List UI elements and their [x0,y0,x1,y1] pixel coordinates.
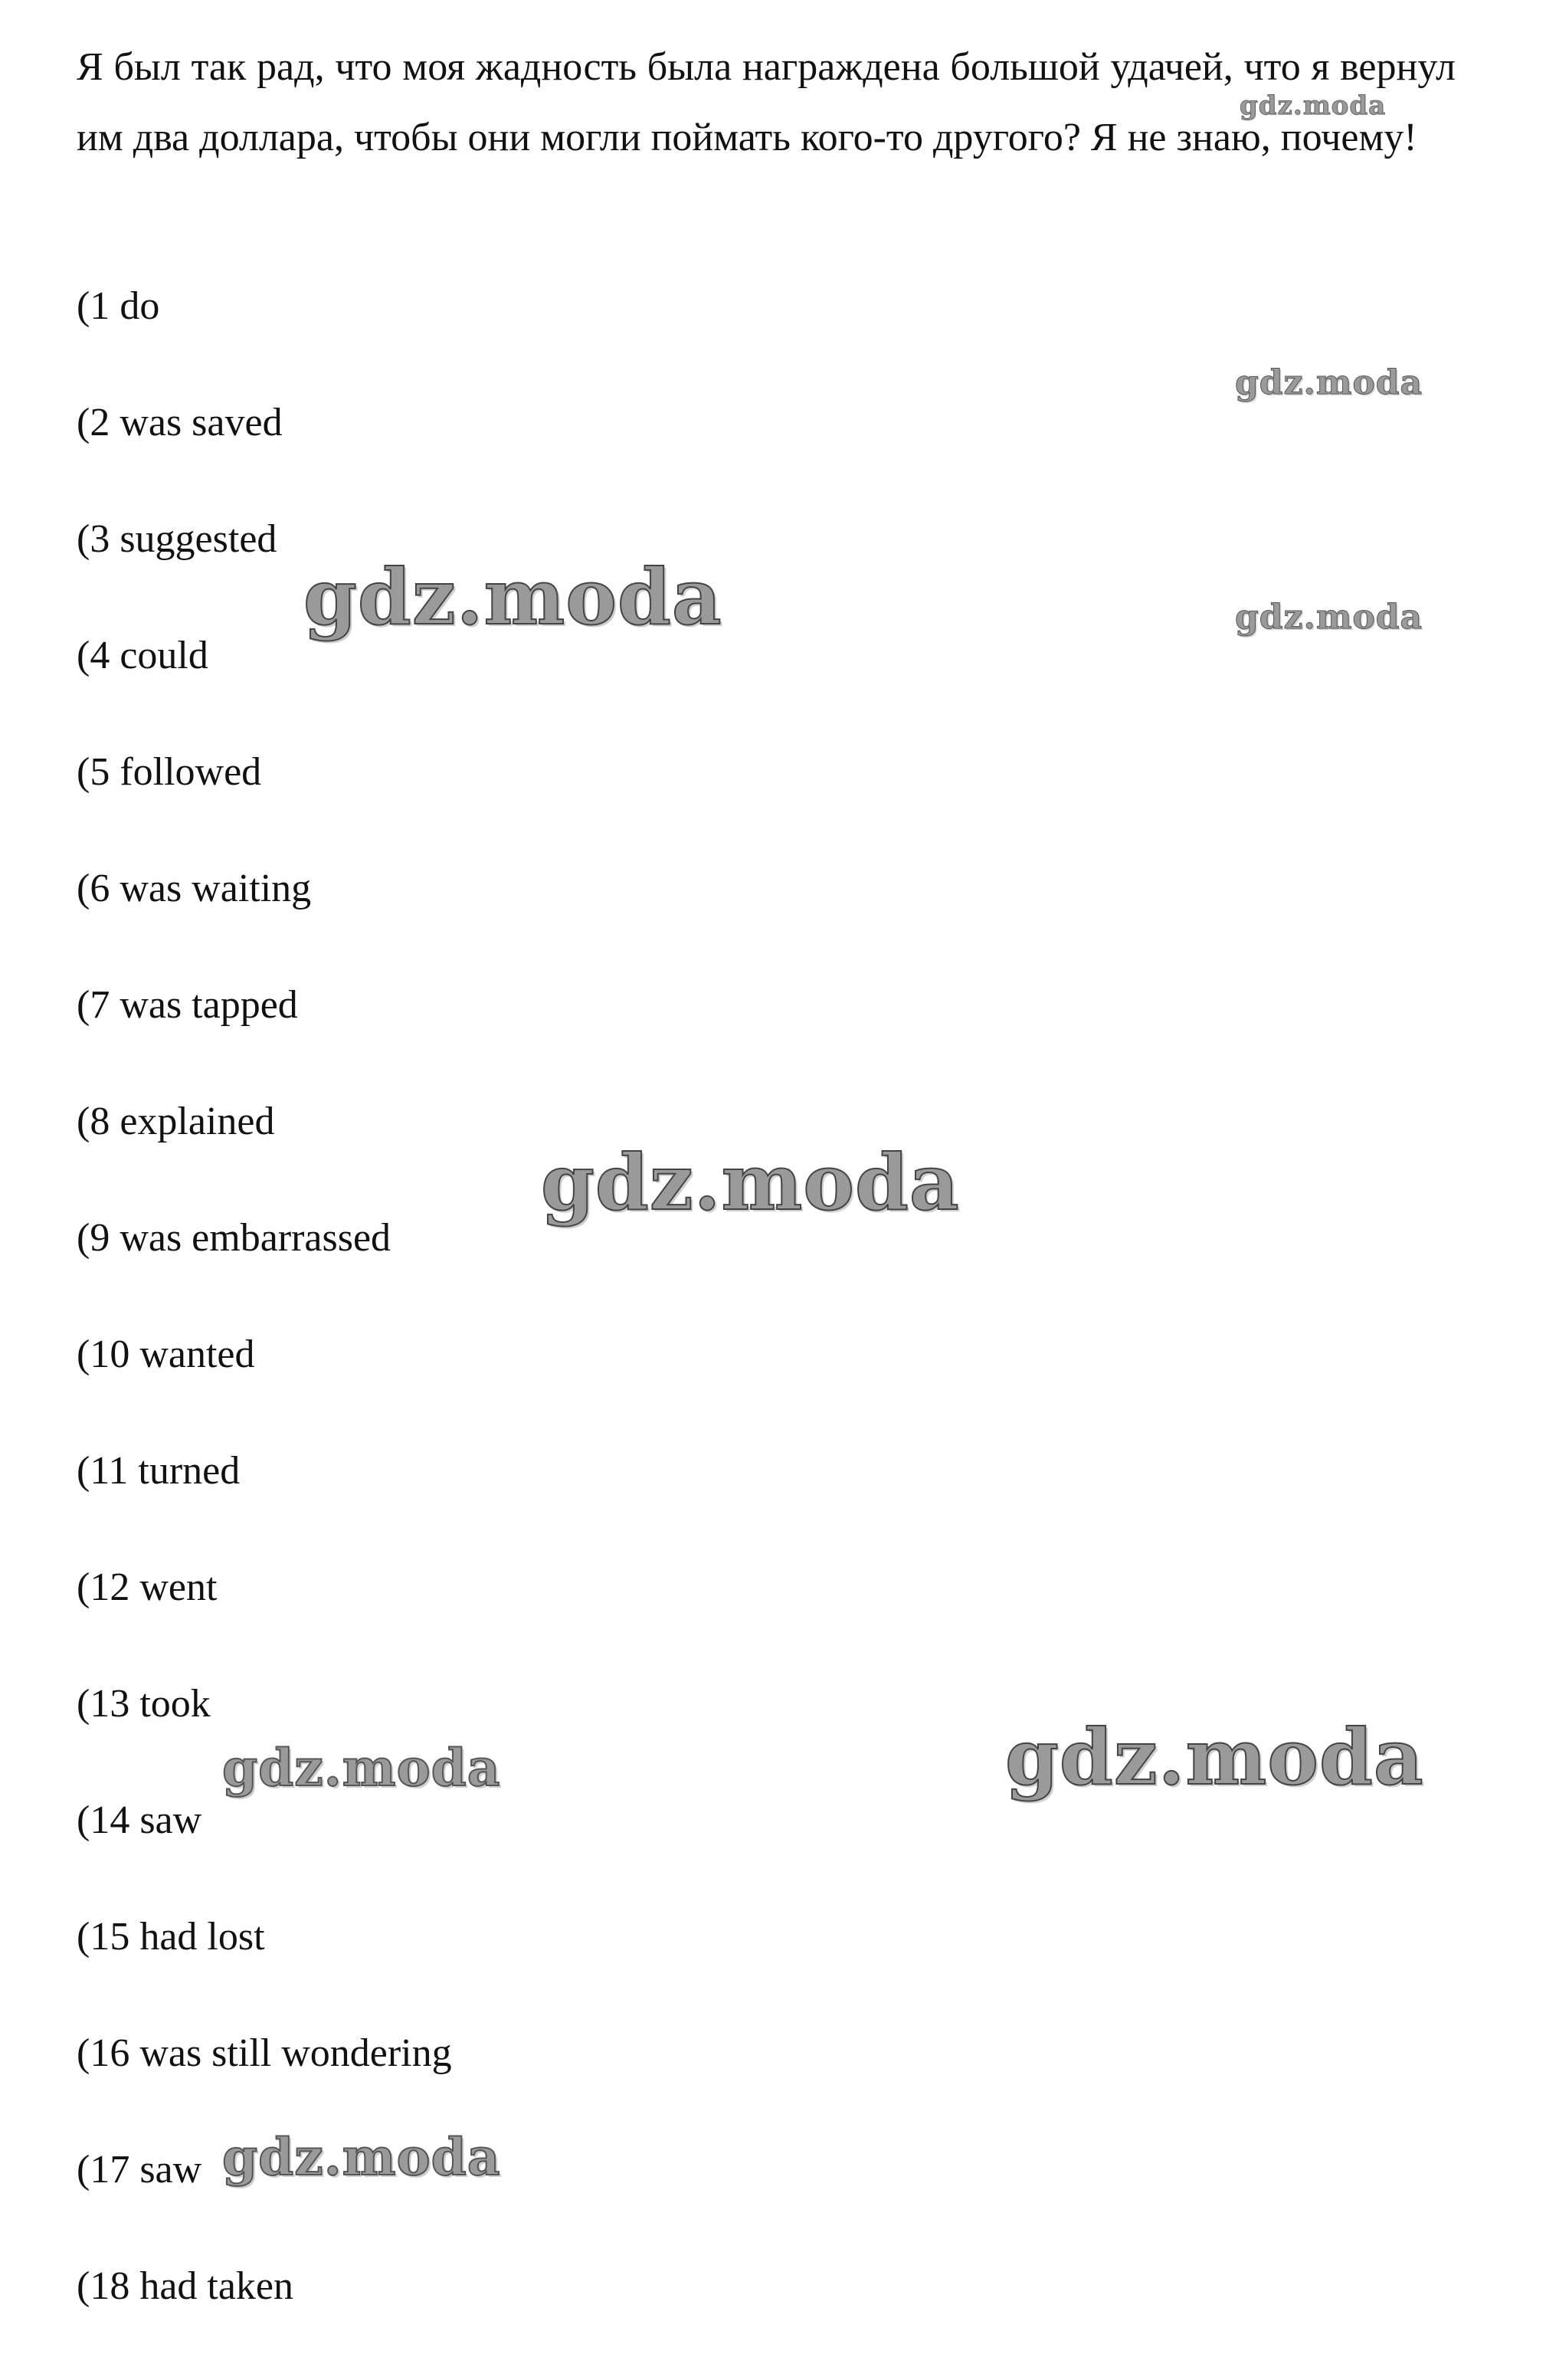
watermark: gdz.moda [222,2127,501,2187]
answer-item-6: (6 was waiting [77,867,312,910]
answer-item-5: (5 followed [77,750,262,794]
answer-item-18: (18 had taken [77,2264,294,2308]
watermark: gdz.moda [1005,1712,1424,1802]
answer-item-7: (7 was tapped [77,983,298,1027]
watermark: gdz.moda [1235,598,1423,637]
answer-item-8: (8 explained [77,1100,275,1143]
answer-item-16: (16 was still wondering [77,2031,452,2075]
answer-item-10: (10 wanted [77,1333,255,1376]
watermark: gdz.moda [303,552,722,642]
answer-item-15: (15 had lost [77,1915,265,1959]
answer-item-1: (1 do [77,284,160,328]
answer-item-12: (12 went [77,1565,218,1609]
answers-list [77,284,452,2380]
watermark: gdz.moda [1235,363,1423,402]
watermark: gdz.moda [541,1137,960,1228]
answer-item-2: (2 was saved [77,401,283,444]
watermark: gdz.moda [222,1738,501,1798]
answer-item-13: (13 took [77,1682,211,1726]
answer-item-4: (4 could [77,634,208,677]
answer-item-3: (3 suggested [77,517,277,561]
watermark: gdz.moda [1240,90,1387,121]
answer-item-11: (11 turned [77,1449,241,1493]
answer-item-14: (14 saw [77,1798,202,1842]
answer-item-17: (17 saw [77,2148,202,2192]
answer-item-9: (9 was embarrassed [77,1216,391,1260]
translation-paragraph: Я был так рад, что моя жадность была награждена большой удачей, что я вернул им два доллара, чтобы они могли поймать кого-то другого? Я не знаю, почему! [77,45,1456,159]
